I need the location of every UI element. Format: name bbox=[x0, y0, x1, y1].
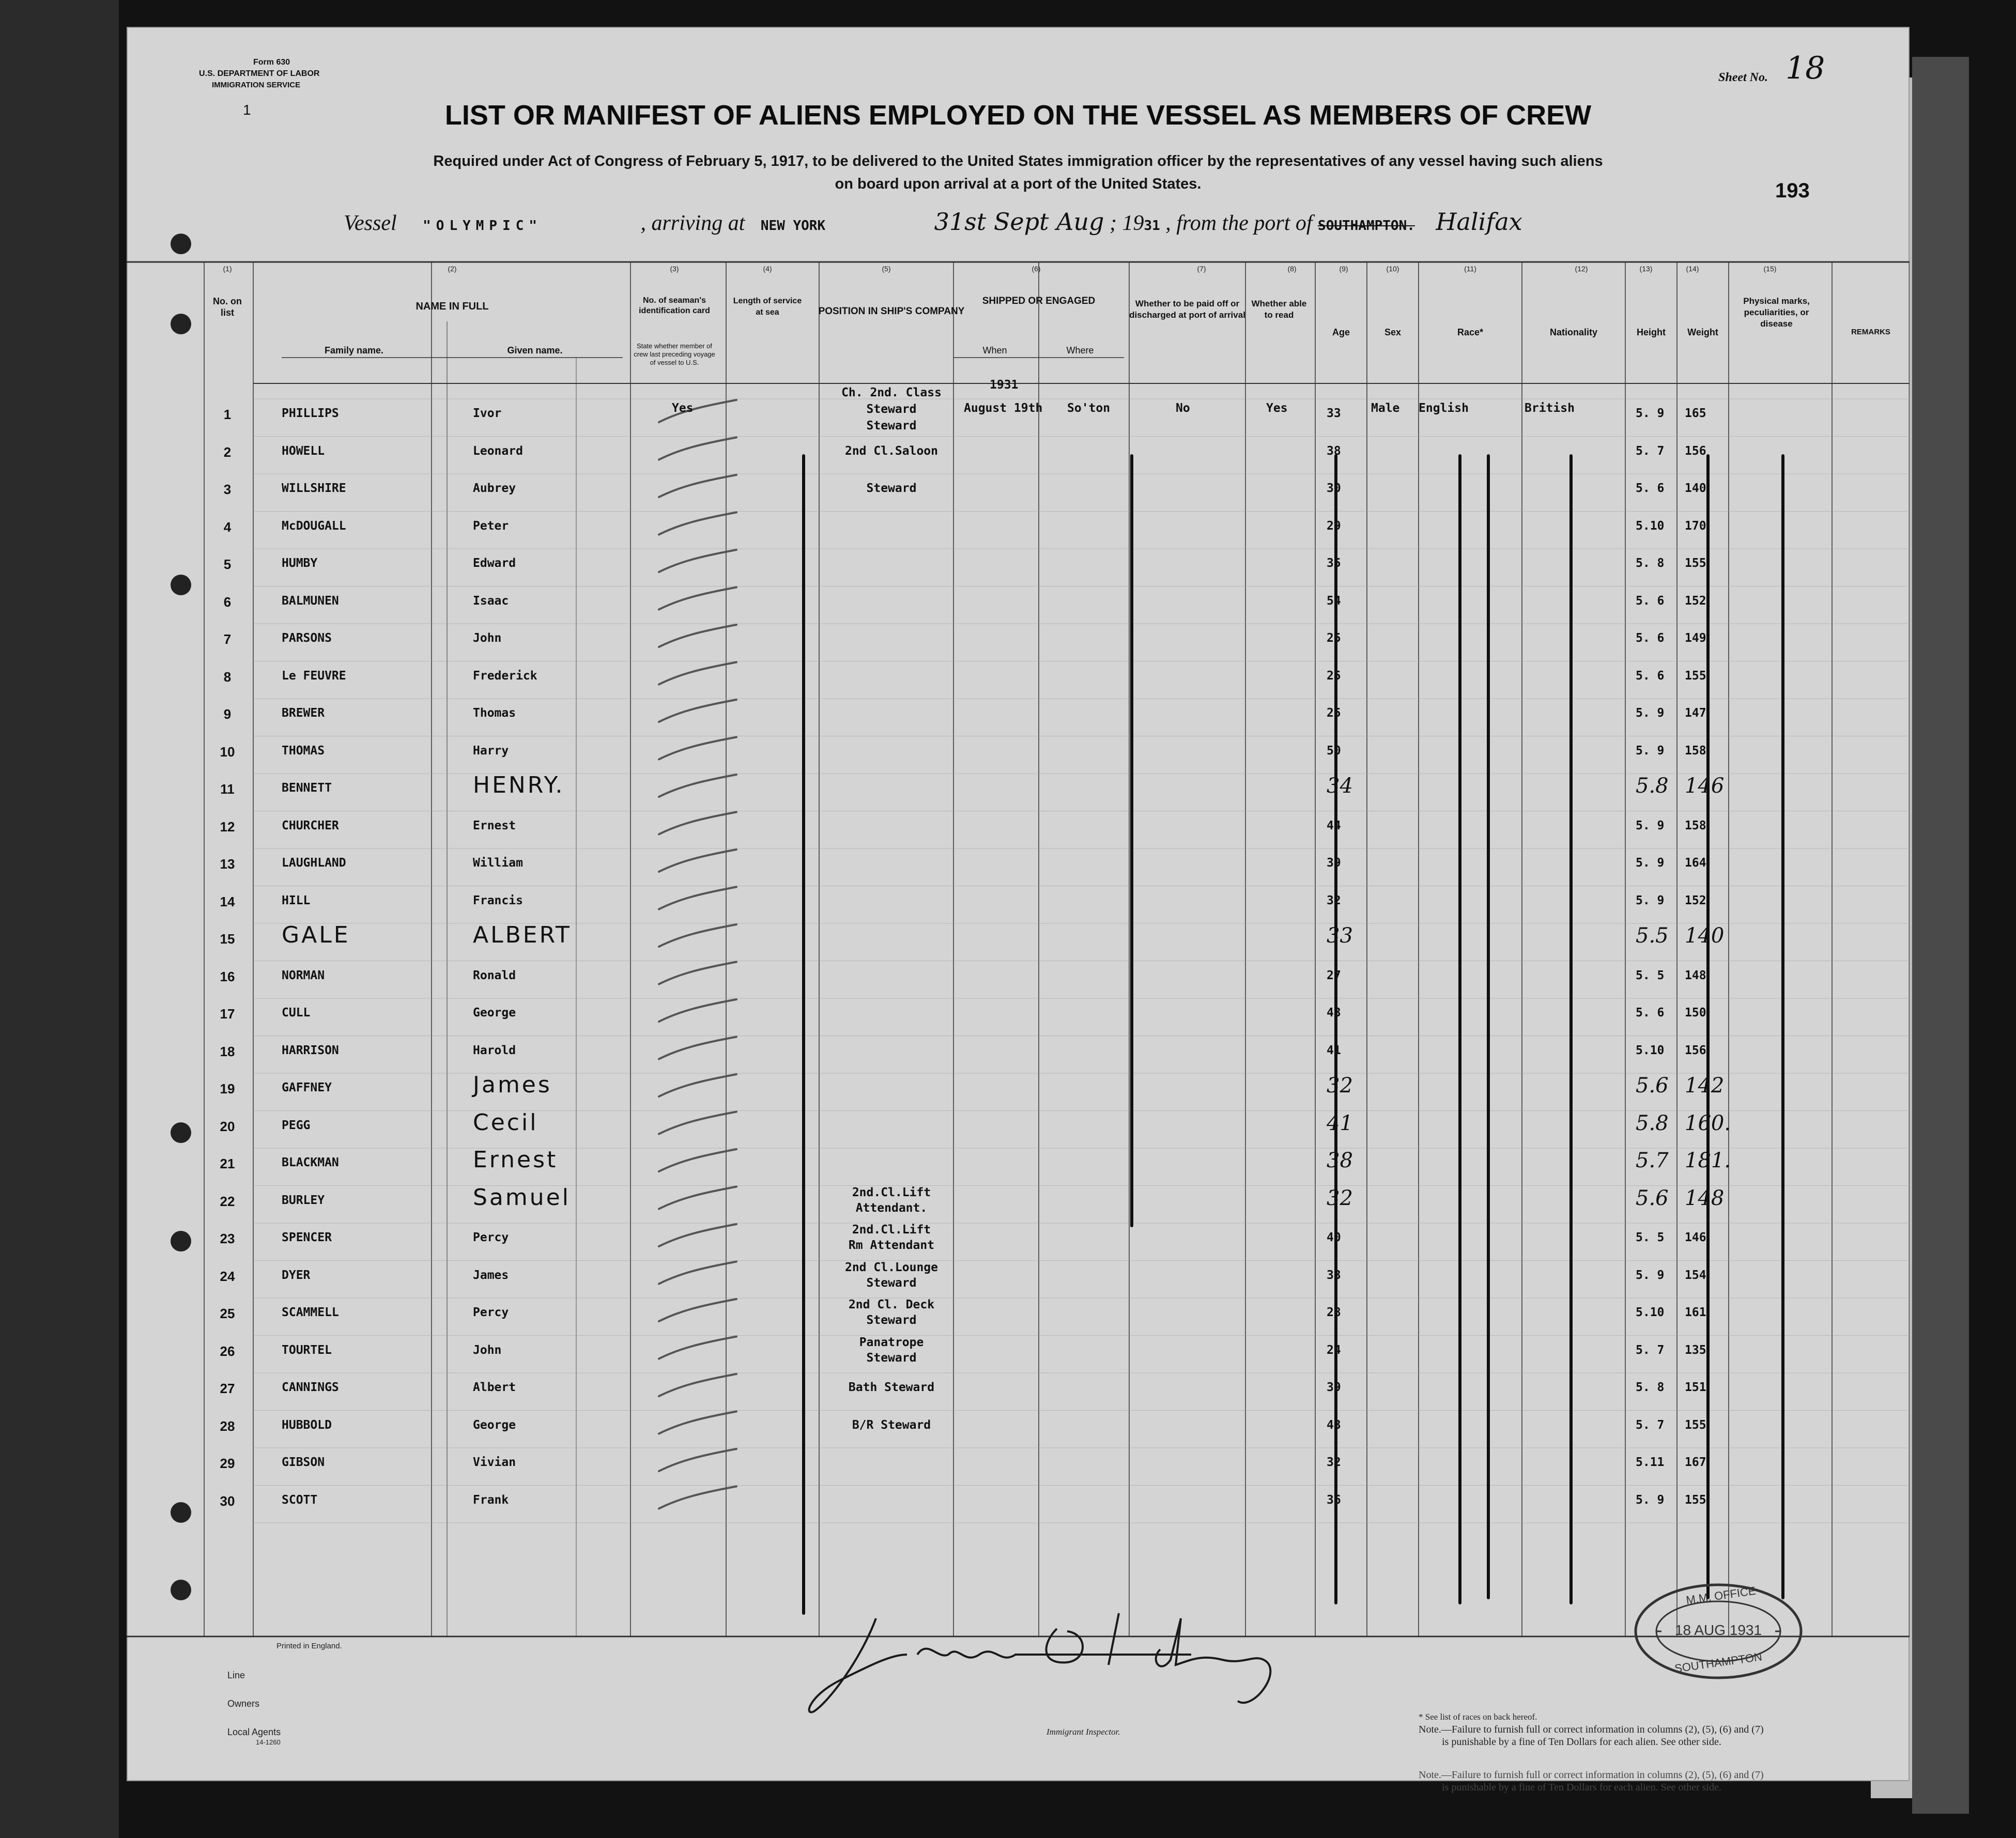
col-num-5: (5) bbox=[882, 265, 891, 273]
weight-value: 150 bbox=[1685, 1006, 1706, 1020]
col-num-6: (6) bbox=[1032, 265, 1041, 273]
given-name: John bbox=[473, 1343, 502, 1357]
family-name: THOMAS bbox=[282, 744, 325, 758]
age-value: 41 bbox=[1327, 1043, 1341, 1057]
family-name: WILLSHIRE bbox=[282, 482, 346, 495]
col-num-10: (10) bbox=[1386, 265, 1399, 273]
position-text: Ch. 2nd. Class bbox=[841, 386, 942, 399]
weight-value: 170 bbox=[1685, 519, 1706, 533]
year-value: 31 bbox=[1144, 218, 1160, 234]
family-name: SPENCER bbox=[282, 1231, 332, 1244]
height-value: 5. 9 bbox=[1636, 818, 1665, 832]
header-family-name: Family name. bbox=[324, 345, 384, 356]
height-value: 5.8 bbox=[1636, 1111, 1669, 1135]
height-value: 5.10 bbox=[1636, 1043, 1665, 1057]
position-text: 2nd.Cl.Lift bbox=[852, 1223, 931, 1237]
height-value: 5. 5 bbox=[1636, 968, 1665, 982]
family-name: PEGG bbox=[282, 1118, 311, 1132]
family-name: HILL bbox=[282, 893, 311, 907]
height-value: 5. 6 bbox=[1636, 631, 1665, 645]
row-number: 27 bbox=[220, 1381, 235, 1396]
row-number: 10 bbox=[220, 744, 235, 760]
family-name: BURLEY bbox=[282, 1193, 325, 1207]
local-agents-label: Local Agents bbox=[227, 1727, 281, 1737]
manifest-title: LIST OR MANIFEST OF ALIENS EMPLOYED ON THE VESSEL AS MEMBERS OF CREW bbox=[444, 100, 1592, 131]
given-name: William bbox=[473, 856, 523, 870]
header-name-in-full: NAME IN FULL bbox=[415, 301, 489, 312]
age-value: 43 bbox=[1327, 1418, 1341, 1432]
height-value: 5. 7 bbox=[1636, 444, 1665, 458]
row-number: 22 bbox=[220, 1193, 235, 1209]
manifest-sheet bbox=[127, 27, 1910, 1793]
family-name: HUMBY bbox=[282, 557, 318, 570]
age-value: 25 bbox=[1327, 631, 1341, 645]
height-value: 5.7 bbox=[1636, 1149, 1669, 1172]
owners-label: Owners bbox=[227, 1698, 260, 1709]
races-note: * See list of races on back hereof. bbox=[1419, 1712, 1537, 1722]
family-name: GALE bbox=[282, 922, 350, 948]
header-age: Age bbox=[1332, 327, 1350, 337]
given-name: Frank bbox=[473, 1493, 509, 1507]
shipped-where: So'ton bbox=[1067, 401, 1111, 415]
given-name: Vivian bbox=[473, 1456, 516, 1469]
age-value: 38 bbox=[1327, 1149, 1353, 1172]
header-length-service: Length of service at sea bbox=[733, 297, 802, 317]
family-name: PHILLIPS bbox=[282, 407, 339, 420]
row-number: 14 bbox=[220, 893, 235, 909]
header-given-name: Given name. bbox=[507, 345, 563, 356]
height-value: 5. 9 bbox=[1636, 744, 1665, 758]
height-value: 5. 5 bbox=[1636, 1231, 1665, 1244]
age-value: 35 bbox=[1327, 557, 1341, 570]
given-name: ALBERT bbox=[473, 922, 572, 948]
weight-value: 152 bbox=[1685, 594, 1706, 608]
given-name: Samuel bbox=[473, 1184, 571, 1211]
arriving-port: NEW YORK bbox=[760, 218, 826, 234]
age-value: 25 bbox=[1327, 706, 1341, 720]
row-number: 8 bbox=[223, 669, 232, 685]
height-value: 5.8 bbox=[1636, 774, 1669, 798]
row-number: 2 bbox=[223, 444, 232, 460]
given-name: Harry bbox=[473, 744, 509, 758]
able-read-value: Yes bbox=[1266, 401, 1288, 415]
given-name: James bbox=[473, 1268, 509, 1282]
header-remarks: REMARKS bbox=[1851, 328, 1890, 336]
manifest-subtitle-1: Required under Act of Congress of February 5, 1917, to be delivered to the United States immigration officer by the representatives of any vessel having such aliens bbox=[433, 153, 1603, 169]
height-value: 5. 6 bbox=[1636, 482, 1665, 495]
fine-note-1: Note.—Failure to furnish full or correct information in columns (2), (5), (6) and (7) bbox=[1419, 1724, 1764, 1735]
given-name: Ernest bbox=[473, 818, 516, 832]
given-name: George bbox=[473, 1006, 516, 1020]
age-value: 36 bbox=[1327, 1493, 1341, 1507]
given-name: Ivor bbox=[473, 407, 502, 420]
header-height: Height bbox=[1637, 327, 1666, 337]
position-text: Rm Attendant bbox=[848, 1239, 935, 1252]
row-number: 11 bbox=[220, 781, 235, 797]
height-value: 5. 9 bbox=[1636, 856, 1665, 870]
row-number: 23 bbox=[220, 1231, 235, 1246]
age-value: 33 bbox=[1327, 1268, 1341, 1282]
height-value: 5. 8 bbox=[1636, 557, 1665, 570]
weight-value: 140 bbox=[1685, 482, 1706, 495]
from-port-handwritten: Halifax bbox=[1436, 208, 1522, 236]
given-name: Leonard bbox=[473, 444, 523, 458]
age-value: 25 bbox=[1327, 669, 1341, 683]
age-value: 39 bbox=[1327, 1381, 1341, 1394]
given-name: Thomas bbox=[473, 706, 516, 720]
family-name: TOURTEL bbox=[282, 1343, 332, 1357]
height-value: 5. 6 bbox=[1636, 594, 1665, 608]
header-race: Race* bbox=[1457, 327, 1484, 337]
height-value: 5. 9 bbox=[1636, 893, 1665, 907]
year-prefix: ; 19 bbox=[1109, 211, 1144, 235]
weight-value: 151 bbox=[1685, 1381, 1706, 1394]
weight-value: 146 bbox=[1685, 774, 1725, 798]
page-stack-edge bbox=[1912, 57, 1969, 1814]
sheet-number: 18 bbox=[1786, 50, 1825, 86]
height-value: 5. 9 bbox=[1636, 706, 1665, 720]
age-value: 32 bbox=[1327, 893, 1341, 907]
vessel-name: "OLYMPIC" bbox=[423, 218, 543, 234]
height-value: 5. 7 bbox=[1636, 1418, 1665, 1432]
form-number: Form 630 bbox=[253, 58, 290, 67]
given-name: Edward bbox=[473, 557, 516, 570]
row-number: 21 bbox=[220, 1156, 235, 1171]
position-text: Steward bbox=[866, 419, 917, 433]
col-num-11: (11) bbox=[1464, 265, 1476, 273]
shipped-year: 1931 bbox=[990, 378, 1019, 392]
age-value: 38 bbox=[1327, 444, 1341, 458]
header-weight: Weight bbox=[1687, 327, 1718, 337]
weight-value: 135 bbox=[1685, 1343, 1706, 1357]
family-name: SCAMMELL bbox=[282, 1306, 339, 1319]
postmark-date: 18 AUG 1931 bbox=[1674, 1622, 1762, 1638]
family-name: CANNINGS bbox=[282, 1381, 339, 1394]
weight-value: 181. bbox=[1685, 1149, 1731, 1172]
race-value: English bbox=[1419, 401, 1469, 415]
form-code: 14-1260 bbox=[256, 1738, 281, 1746]
arriving-label: , arriving at bbox=[640, 211, 745, 235]
family-name: CULL bbox=[282, 1006, 311, 1020]
family-name: NORMAN bbox=[282, 968, 325, 982]
given-name: Isaac bbox=[473, 594, 509, 608]
header-shipped: SHIPPED OR ENGAGED bbox=[982, 296, 1096, 306]
height-value: 5.10 bbox=[1636, 519, 1665, 533]
row-number: 17 bbox=[220, 1006, 235, 1022]
given-name: HENRY. bbox=[473, 772, 565, 798]
col-num-2: (2) bbox=[448, 265, 457, 273]
given-name: Ernest bbox=[473, 1147, 558, 1173]
from-port-typed: SOUTHAMPTON. bbox=[1318, 218, 1415, 234]
row-number: 24 bbox=[220, 1268, 235, 1284]
weight-value: 156 bbox=[1685, 1043, 1706, 1057]
family-name: HOWELL bbox=[282, 444, 325, 458]
height-value: 5.10 bbox=[1636, 1306, 1665, 1319]
given-name: George bbox=[473, 1418, 516, 1432]
position-text: Steward bbox=[866, 1351, 917, 1365]
paid-off-value: No bbox=[1176, 401, 1190, 415]
page-stamp-number: 193 bbox=[1775, 179, 1810, 202]
family-name: HUBBOLD bbox=[282, 1418, 332, 1432]
row-number: 19 bbox=[220, 1081, 235, 1096]
family-name: BALMUNEN bbox=[282, 594, 339, 608]
row-number: 15 bbox=[220, 931, 235, 947]
row-number: 9 bbox=[223, 706, 232, 722]
header-where: Where bbox=[1066, 345, 1094, 356]
row-number: 1 bbox=[223, 407, 232, 422]
col-num-7: (7) bbox=[1197, 265, 1206, 273]
age-value: 33 bbox=[1327, 924, 1353, 948]
header-seaman-card: No. of seaman's identification card bbox=[639, 296, 710, 315]
family-name: McDOUGALL bbox=[282, 519, 346, 533]
position-text: Steward bbox=[866, 1314, 917, 1327]
sheet-label: Sheet No. bbox=[1718, 71, 1768, 84]
family-name: HARRISON bbox=[282, 1043, 339, 1057]
family-name: CHURCHER bbox=[282, 818, 339, 832]
given-name: Albert bbox=[473, 1381, 516, 1394]
row-number: 6 bbox=[223, 594, 232, 610]
row-number: 20 bbox=[220, 1118, 235, 1134]
header-paid-off: Whether to be paid off or discharged at port of arrival bbox=[1129, 299, 1245, 320]
col-num-8: (8) bbox=[1287, 265, 1297, 273]
given-name: Francis bbox=[473, 893, 523, 907]
nationality-value: British bbox=[1525, 401, 1575, 415]
weight-value: 147 bbox=[1685, 706, 1706, 720]
row-number: 4 bbox=[223, 519, 232, 535]
family-name: Le FEUVRE bbox=[282, 669, 346, 683]
header-when: When bbox=[982, 345, 1007, 356]
family-name: BREWER bbox=[282, 706, 325, 720]
position-text: B/R Steward bbox=[852, 1418, 931, 1432]
age-value: 39 bbox=[1327, 856, 1341, 870]
col-num-13: (13) bbox=[1639, 265, 1653, 273]
col-num-9: (9) bbox=[1339, 265, 1348, 273]
age-value: 34 bbox=[1327, 774, 1353, 798]
family-name: GAFFNEY bbox=[282, 1081, 332, 1094]
given-name: John bbox=[473, 631, 502, 645]
age-value: 43 bbox=[1327, 1006, 1341, 1020]
corner-mark: 1 bbox=[243, 102, 251, 118]
weight-value: 158 bbox=[1685, 818, 1706, 832]
height-value: 5.6 bbox=[1636, 1186, 1669, 1210]
fine-note-2: is punishable by a fine of Ten Dollars for each alien. See other side. bbox=[1442, 1736, 1721, 1748]
col-num-15: (15) bbox=[1763, 265, 1777, 273]
fine-note-back-2: is punishable by a fine of Ten Dollars for each alien. See other side. bbox=[1442, 1782, 1721, 1793]
inspector-signature bbox=[798, 1577, 1470, 1732]
arrival-date-handwritten: 31st Sept Aug bbox=[934, 208, 1104, 236]
weight-value: 155 bbox=[1685, 1493, 1706, 1507]
service-name: IMMIGRATION SERVICE bbox=[212, 81, 301, 89]
line-label: Line bbox=[227, 1670, 245, 1680]
postmark-bottom: SOUTHAMPTON bbox=[1673, 1650, 1763, 1675]
age-value: 32 bbox=[1327, 1186, 1353, 1210]
weight-value: 154 bbox=[1685, 1268, 1706, 1282]
age-value: 54 bbox=[1327, 594, 1341, 608]
weight-value: 152 bbox=[1685, 893, 1706, 907]
vessel-label: Vessel bbox=[344, 211, 397, 235]
weight-value: 165 bbox=[1685, 407, 1706, 420]
given-name: Cecil bbox=[473, 1109, 538, 1136]
age-value: 40 bbox=[1327, 1231, 1341, 1244]
family-name: DYER bbox=[282, 1268, 311, 1282]
seaman-card-yes: Yes bbox=[672, 401, 694, 415]
family-name: PARSONS bbox=[282, 631, 332, 645]
row-number: 29 bbox=[220, 1456, 235, 1471]
col-num-4: (4) bbox=[763, 265, 772, 273]
sex-value: Male bbox=[1371, 401, 1400, 415]
position-text: 2nd.Cl.Lift bbox=[852, 1185, 931, 1199]
weight-value: 149 bbox=[1685, 631, 1706, 645]
row-number: 30 bbox=[220, 1493, 235, 1509]
height-value: 5. 9 bbox=[1636, 1268, 1665, 1282]
position-text: Panatrope bbox=[859, 1335, 924, 1349]
col-num-1: (1) bbox=[223, 265, 232, 273]
row-number: 26 bbox=[220, 1343, 235, 1359]
weight-value: 148 bbox=[1685, 968, 1706, 982]
col-num-3: (3) bbox=[670, 265, 679, 273]
given-name: Percy bbox=[473, 1231, 509, 1244]
weight-value: 155 bbox=[1685, 669, 1706, 683]
row-number: 12 bbox=[220, 818, 235, 835]
age-value: 24 bbox=[1327, 1343, 1341, 1357]
height-value: 5. 7 bbox=[1636, 1343, 1665, 1357]
header-able-read: Whether able to read bbox=[1251, 299, 1307, 320]
row-number: 13 bbox=[220, 856, 235, 872]
header-nationality: Nationality bbox=[1549, 327, 1597, 337]
age-value: 32 bbox=[1327, 1074, 1353, 1098]
inspector-label: Immigrant Inspector. bbox=[1047, 1727, 1120, 1737]
height-value: 5. 9 bbox=[1636, 1493, 1665, 1507]
weight-value: 158 bbox=[1685, 744, 1706, 758]
position-text: Attendant. bbox=[855, 1201, 928, 1215]
given-name: Frederick bbox=[473, 669, 537, 683]
height-value: 5.5 bbox=[1636, 924, 1669, 948]
age-value: 41 bbox=[1327, 1111, 1353, 1135]
header-no-on-list: No. on list bbox=[213, 296, 242, 318]
age-value: 29 bbox=[1327, 519, 1341, 533]
given-name: Percy bbox=[473, 1306, 509, 1319]
age-value: 30 bbox=[1327, 482, 1341, 495]
height-value: 5. 6 bbox=[1636, 669, 1665, 683]
fine-note-back-1: Note.—Failure to furnish full or correct information in columns (2), (5), (6) and (7) bbox=[1419, 1769, 1764, 1781]
department-name: U.S. DEPARTMENT OF LABOR bbox=[199, 69, 320, 78]
age-value: 27 bbox=[1327, 968, 1341, 982]
given-name: Aubrey bbox=[473, 482, 516, 495]
row-number: 3 bbox=[223, 482, 232, 497]
weight-value: 160. bbox=[1685, 1111, 1731, 1135]
row-number: 28 bbox=[220, 1418, 235, 1434]
given-name: James bbox=[473, 1072, 552, 1098]
weight-value: 148 bbox=[1685, 1186, 1725, 1210]
weight-value: 164 bbox=[1685, 856, 1706, 870]
weight-value: 155 bbox=[1685, 557, 1706, 570]
header-position: POSITION IN SHIP'S COMPANY bbox=[818, 306, 965, 317]
row-number: 18 bbox=[220, 1043, 235, 1059]
position-text: Bath Steward bbox=[848, 1381, 935, 1394]
manifest-subtitle-2: on board upon arrival at a port of the United States. bbox=[835, 176, 1202, 192]
position-text: 2nd Cl. Deck bbox=[848, 1298, 935, 1311]
given-name: Peter bbox=[473, 519, 509, 533]
age-value: 44 bbox=[1327, 818, 1341, 832]
given-name: Ronald bbox=[473, 968, 516, 982]
printed-note: Printed in England. bbox=[276, 1642, 342, 1650]
header-seaman-card-note: State whether member of crew last preceding voyage of vessel to U.S. bbox=[634, 342, 715, 366]
height-value: 5.11 bbox=[1636, 1456, 1665, 1469]
row-number: 5 bbox=[223, 557, 232, 572]
col-num-14: (14) bbox=[1686, 265, 1699, 273]
family-name: BLACKMAN bbox=[282, 1156, 339, 1169]
position-text: Steward bbox=[866, 482, 917, 495]
weight-value: 146 bbox=[1685, 1231, 1706, 1244]
weight-value: 142 bbox=[1685, 1074, 1725, 1098]
age-value: 33 bbox=[1327, 407, 1341, 420]
mm-office-postmark bbox=[1630, 1580, 1806, 1683]
header-physical-marks: Physical marks, peculiarities, or disease bbox=[1743, 296, 1810, 329]
weight-value: 161 bbox=[1685, 1306, 1706, 1319]
position-text: Steward bbox=[866, 1276, 917, 1290]
age-value: 32 bbox=[1327, 1456, 1341, 1469]
given-name: Harold bbox=[473, 1043, 516, 1057]
row-number: 7 bbox=[223, 631, 232, 647]
height-value: 5. 6 bbox=[1636, 1006, 1665, 1020]
weight-value: 167 bbox=[1685, 1456, 1706, 1469]
signature-text: J.M. Olding bbox=[798, 1577, 801, 1578]
header-sex: Sex bbox=[1384, 327, 1402, 337]
position-text: 2nd Cl.Saloon bbox=[844, 444, 938, 458]
row-number: 25 bbox=[220, 1306, 235, 1321]
family-name: SCOTT bbox=[282, 1493, 318, 1507]
height-value: 5. 8 bbox=[1636, 1381, 1665, 1394]
height-value: 5. 9 bbox=[1636, 407, 1665, 420]
weight-value: 156 bbox=[1685, 444, 1706, 458]
age-value: 50 bbox=[1327, 744, 1341, 758]
family-name: LAUGHLAND bbox=[282, 856, 346, 870]
family-name: GIBSON bbox=[282, 1456, 325, 1469]
height-value: 5.6 bbox=[1636, 1074, 1669, 1098]
position-text: Steward bbox=[866, 403, 917, 416]
from-label: , from the port of bbox=[1165, 211, 1313, 235]
row-number: 16 bbox=[220, 968, 235, 984]
weight-value: 155 bbox=[1685, 1418, 1706, 1432]
col-num-12: (12) bbox=[1575, 265, 1588, 273]
position-text: 2nd Cl.Lounge bbox=[844, 1260, 938, 1274]
weight-value: 140 bbox=[1685, 924, 1725, 948]
family-name: BENNETT bbox=[282, 781, 332, 795]
binder-edge bbox=[0, 0, 119, 1838]
shipped-when: August 19th bbox=[964, 401, 1043, 415]
postmark-top: M.M. OFFICE bbox=[1685, 1584, 1757, 1607]
age-value: 28 bbox=[1327, 1306, 1341, 1319]
